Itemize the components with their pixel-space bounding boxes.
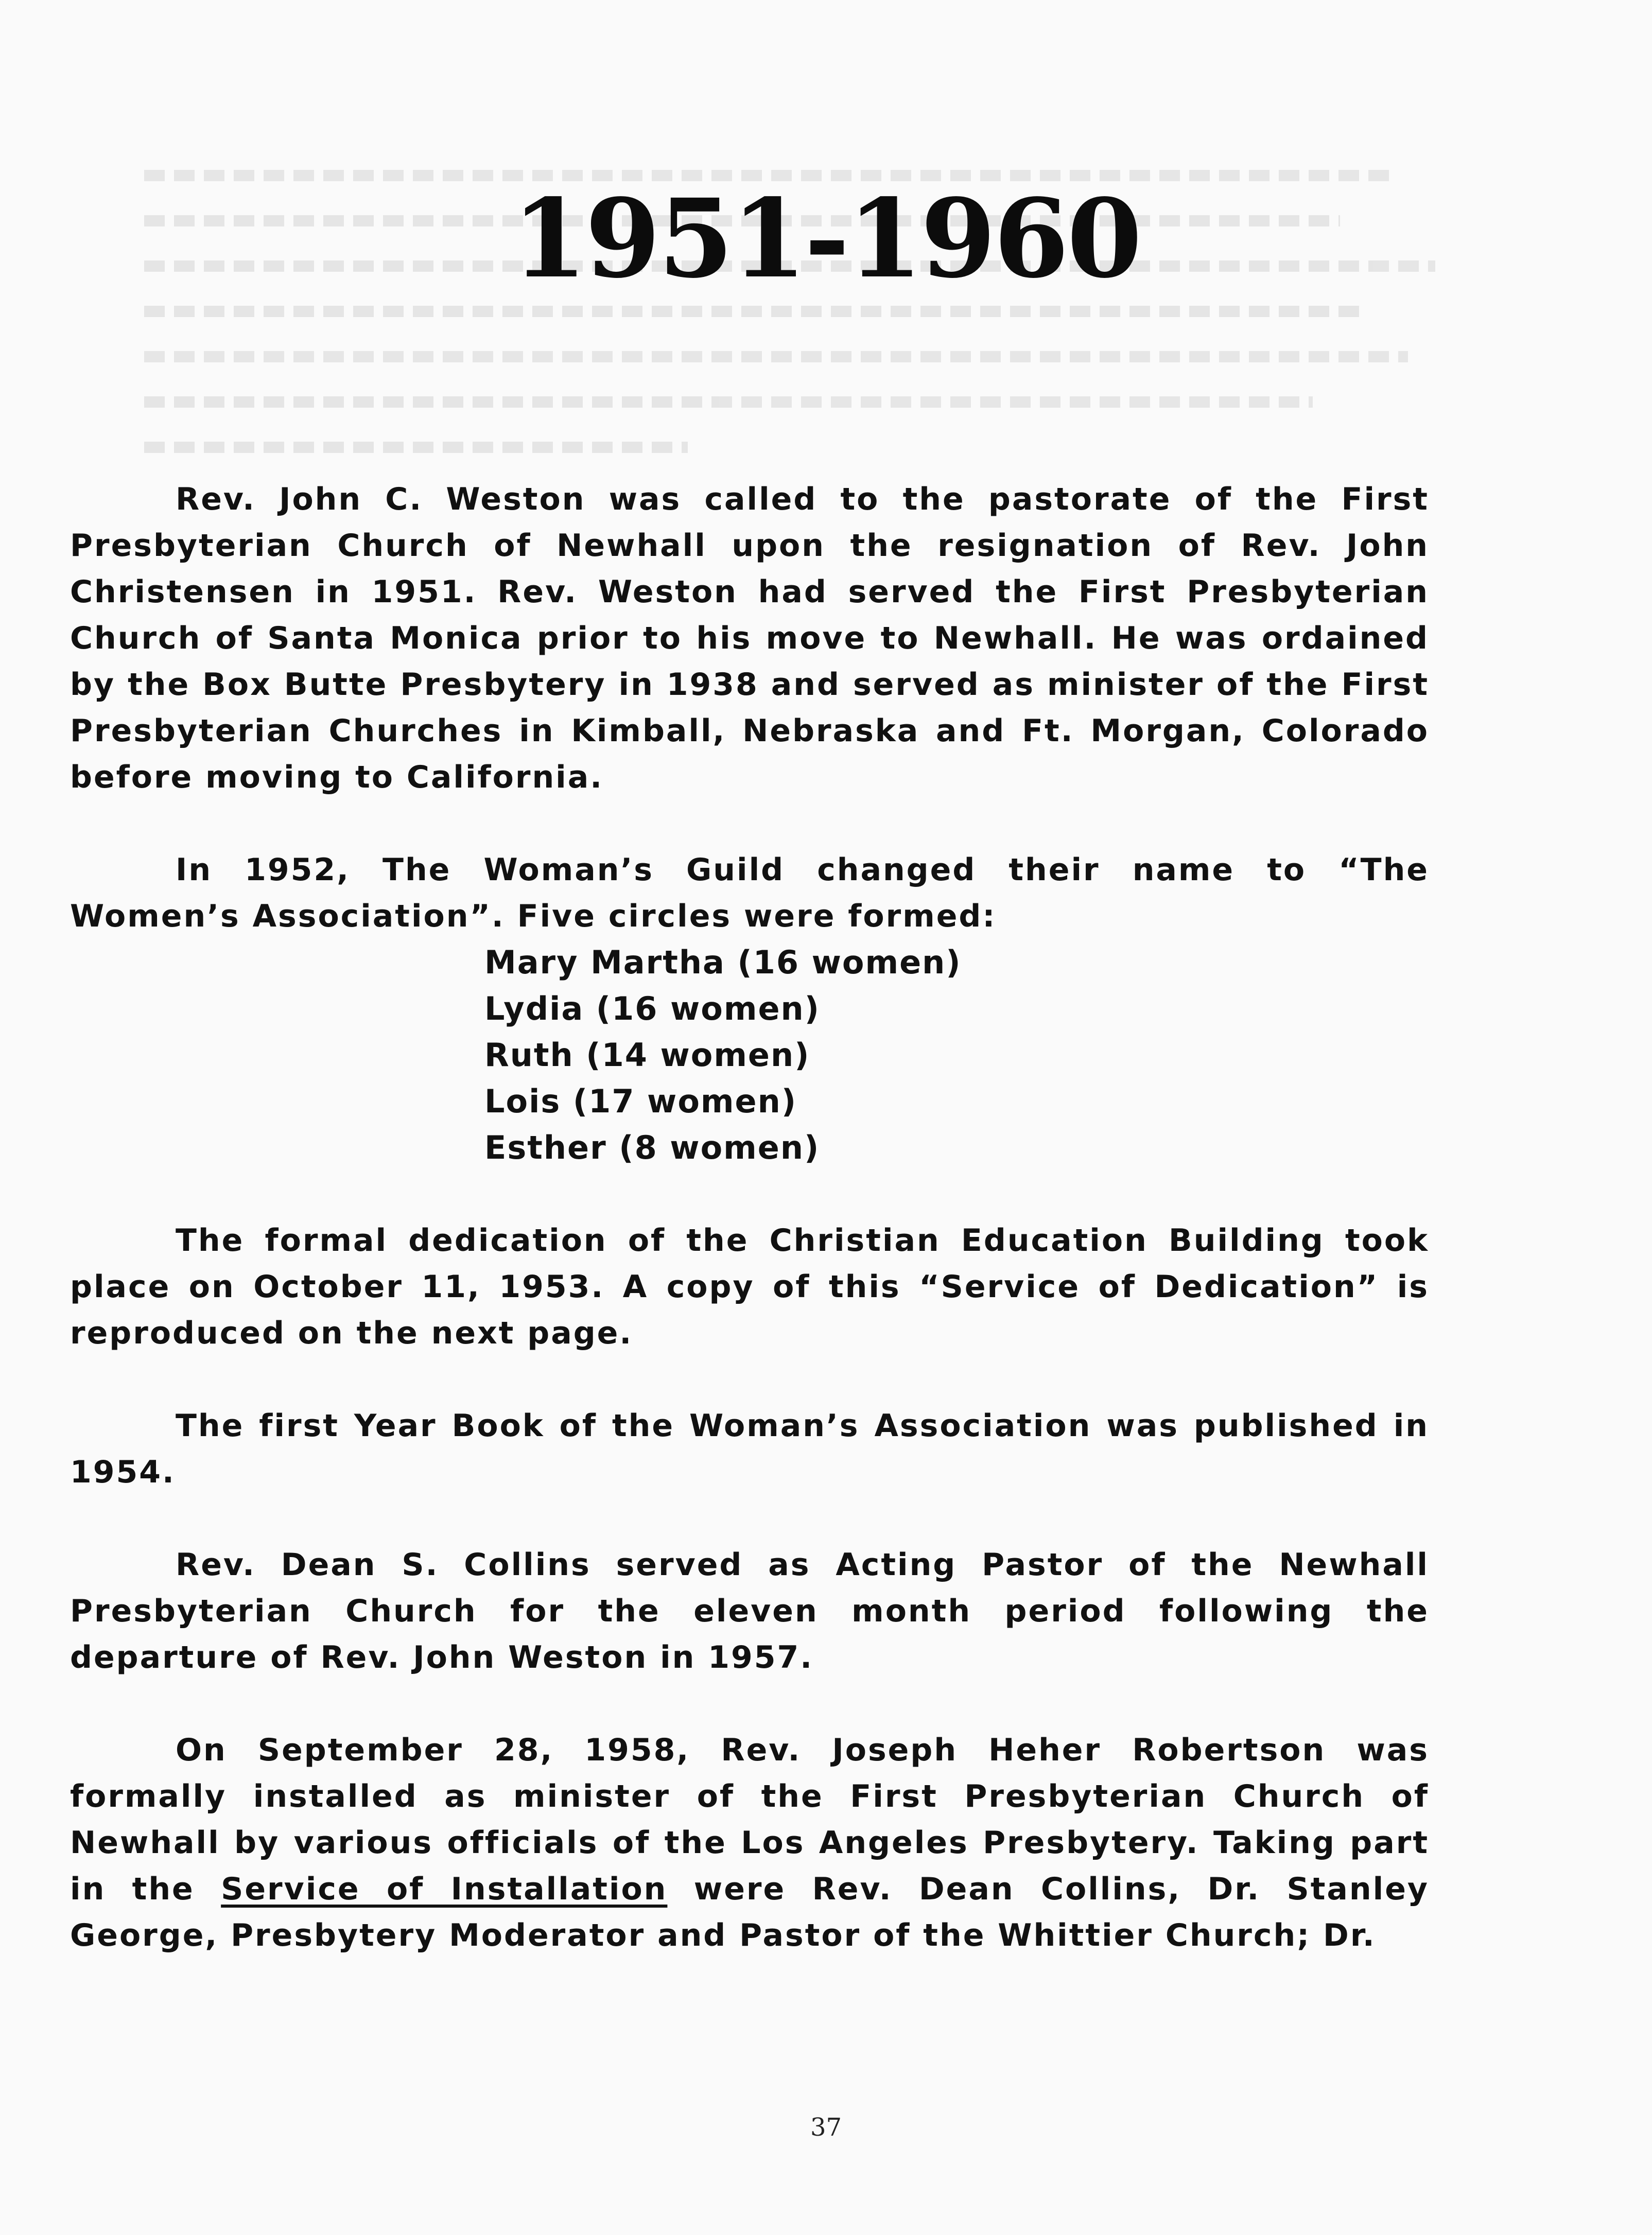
list-item: Ruth (14 women) bbox=[484, 1036, 810, 1074]
paragraph-dedication: The formal dedication of the Christian Education Building took place on October 11, 1953. A copy of this “Service of Dedication” is reproduced on the next page. bbox=[70, 1223, 1429, 1351]
page-title: 1951-1960 bbox=[512, 175, 1140, 302]
installation-text-start: On September 28, 1958, Rev. Joseph Heher Robertson was formally installed as minister of the First Presbyterian Church of Newhall by various officials of the Los Angeles Presbytery. Taking part in the bbox=[70, 1732, 1429, 1907]
list-item: Lydia (16 women) bbox=[484, 990, 820, 1027]
paragraph-womens-association: In 1952, The Woman’s Guild changed their name to “The Women’s Association”. Five circles were formed: bbox=[70, 852, 1429, 934]
paragraph-robertson-installation bbox=[70, 1727, 1429, 1959]
body-text bbox=[70, 476, 1429, 2005]
list-item: Esther (8 women) bbox=[484, 1129, 820, 1166]
paragraph-weston-call: Rev. John C. Weston was called to the pastorate of the First Presbyterian Church of Newhall upon the resignation of Rev. John Christensen in 1951. Rev. Weston had served the First Presbyterian Church of Santa Monica prior to his move to Newhall. He was ordained by the Box Butte Presbytery in 1938 and served as minister of the First Presbyterian Churches in Kimball, Nebraska and Ft. Morgan, Colorado before moving to California. bbox=[70, 481, 1429, 795]
service-of-installation-title: Service of Installation bbox=[221, 1871, 668, 1907]
paragraph-year-book: The first Year Book of the Woman’s Association was published in 1954. bbox=[70, 1408, 1429, 1490]
list-item: Lois (17 women) bbox=[484, 1082, 797, 1120]
installation-text-end: were Rev. Dean Collins, Dr. Stanley George, Presbytery Moderator and Pastor of the Whittier Church; Dr. bbox=[70, 1871, 1429, 1953]
paragraph-collins: Rev. Dean S. Collins served as Acting Pastor of the Newhall Presbyterian Church for the eleven month period following the departure of Rev. John Weston in 1957. bbox=[70, 1547, 1429, 1675]
page-number: 37 bbox=[810, 2113, 842, 2142]
circles-list bbox=[484, 939, 1429, 1171]
list-item: Mary Martha (16 women) bbox=[484, 944, 962, 981]
